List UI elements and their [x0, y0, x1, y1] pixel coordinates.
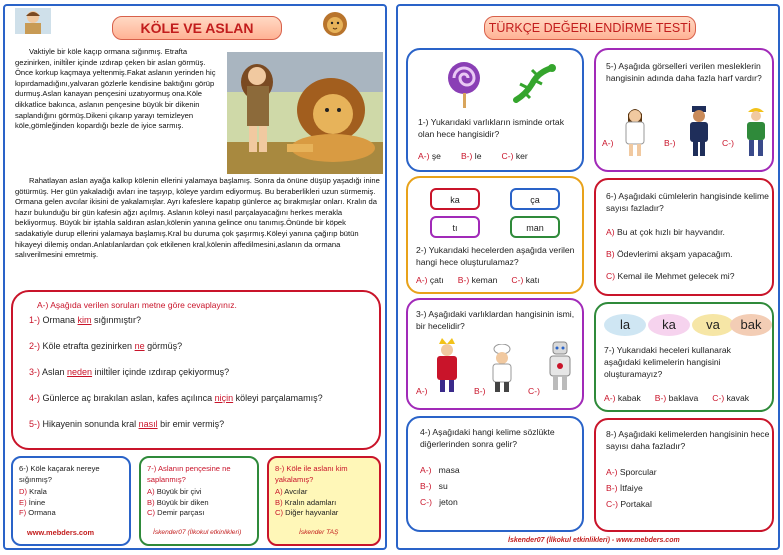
option-a[interactable]: [606, 466, 657, 478]
option-text: İnine: [28, 497, 46, 507]
option-c[interactable]: [606, 270, 735, 282]
mc-question-8: [267, 456, 381, 546]
question-2: [29, 340, 375, 352]
question-text: inilti̇ler içinde ızdırap çekiyormuş?: [92, 367, 230, 377]
mc-option[interactable]: [147, 508, 251, 519]
question-text: Aslan: [42, 367, 68, 377]
question-text: 5-) Aşağıda görselleri verilen mesleklerin hangisinin adında daha fazla harf vardır?: [606, 61, 762, 83]
mc-option[interactable]: [275, 498, 373, 509]
option-letter: A-): [418, 151, 430, 161]
option-letter: C): [275, 508, 284, 517]
option-b[interactable]: [420, 480, 448, 492]
author-footer: İskender07 (İlkokul etkinlikleri): [153, 528, 242, 536]
option-c[interactable]: [712, 392, 749, 404]
option-text: su: [438, 481, 448, 491]
option-text: kabak: [617, 393, 641, 403]
mc-option[interactable]: [147, 487, 251, 498]
option-text: jeton: [439, 497, 458, 507]
option-letter: A-): [420, 465, 432, 475]
option-text: çatı: [429, 275, 444, 285]
option-text: Avcılar: [284, 487, 308, 496]
syllable-chip: tı: [430, 216, 480, 238]
option-text: şe: [431, 151, 441, 161]
option-letter: B): [147, 497, 155, 507]
questions-heading: A-) Aşağıda verilen soruları metne göre cevaplayınız.: [37, 300, 237, 310]
option-letter: B): [275, 497, 283, 507]
option-text: ker: [515, 151, 528, 161]
option-c[interactable]: [606, 498, 652, 510]
option-letter: F): [19, 508, 27, 517]
option-a[interactable]: [602, 138, 613, 148]
question-7-box: [594, 302, 774, 412]
question-text: 1-) Yukarıdaki varlıkların isminde ortak olan hece hangisidir?: [418, 117, 564, 139]
options-row: [416, 274, 580, 286]
syllable-oval: va: [692, 314, 734, 336]
author-footer: İskender TAŞ: [299, 528, 339, 536]
option-a[interactable]: [416, 386, 427, 396]
page-footer: İskender07 (İlkokul etkinlikleri) - www.mebders.com: [508, 537, 680, 544]
option-c[interactable]: [511, 274, 539, 286]
syllable-oval: bak: [730, 314, 772, 336]
option-b[interactable]: [461, 150, 482, 162]
option-text: baklava: [668, 393, 699, 403]
option-letter: C): [606, 271, 616, 281]
lizard-icon: [512, 64, 556, 109]
mc-question-7: [139, 456, 259, 546]
option-letter: B-): [654, 393, 667, 403]
right-page: [396, 4, 780, 550]
option-letter: A): [606, 227, 615, 237]
professions-row: [602, 104, 770, 164]
question-1-box: [406, 48, 584, 172]
mc-option[interactable]: [19, 487, 123, 498]
open-questions-box: [11, 290, 381, 450]
option-b[interactable]: [474, 386, 485, 396]
mc-option[interactable]: [19, 498, 123, 509]
question-keyword: nasıl: [138, 419, 158, 429]
option-b[interactable]: [664, 138, 675, 148]
mc-question-text: 6-) Köle kaçarak nereye sığınmış?: [19, 464, 100, 484]
question-text: Hikayenin sonunda kral: [42, 419, 139, 429]
chef-icon: [490, 344, 514, 392]
question-3-box: [406, 298, 584, 410]
option-c[interactable]: [528, 386, 540, 396]
option-a[interactable]: [420, 464, 460, 476]
option-c[interactable]: [722, 138, 734, 148]
story-text-1: Vaktiyle bir köle kaçıp ormana sığınmış. Etrafta gezinirken, inilti̇ler içinde ızdırap çeken bir aslan görmüş. Önce korkup kaçmaya yeltenmiş.Fakat aslanın yerinden hiç kıpırdamadığını,yalvaran gözlerle kendisine baktığını görüp durmuş.Aslan kanayan pençesini uzatıyormuş ona.Köle dikkatlice bakınca, aslanın pençesine büyük bir dikenin saplandığını görmüş.Dikeni çıkarıp yarayı temizleyen köle,gömleğinden kopardığı bezle de iyice sarmış.: [15, 47, 216, 131]
options-row: [604, 392, 770, 404]
doctor-icon: [622, 104, 648, 156]
option-letter: A-): [416, 275, 428, 285]
option-text: Ormana: [28, 508, 56, 517]
question-text: 4-) Aşağıdaki hangi kelime sözlükte diğerlerinden sonra gelir?: [420, 427, 555, 449]
option-letter: A-): [416, 386, 428, 396]
question-5: [29, 418, 375, 430]
boy-icon: [15, 8, 51, 34]
option-letter: A-): [604, 393, 616, 403]
question-text: 7-) Yukarıdaki heceleri kullanarak aşağıdaki kelimelerin hangisini oluşturamayız?: [604, 345, 731, 379]
question-text: Ormana: [42, 315, 78, 325]
robot-icon: [546, 340, 574, 392]
question-text: 8-) Aşağıdaki kelimelerden hangisinin hece sayısı daha fazladır?: [606, 429, 770, 451]
option-text: Portakal: [620, 499, 652, 509]
question-6-box: [594, 178, 774, 296]
option-a[interactable]: [606, 226, 725, 238]
story-paragraph-1: [15, 47, 225, 132]
option-letter: C-): [606, 499, 618, 509]
option-a[interactable]: [416, 274, 444, 286]
option-letter: B): [606, 249, 615, 259]
question-list: [29, 314, 375, 443]
option-letter: B-): [664, 138, 676, 148]
option-text: Ödevlerimi akşam yapacağım.: [616, 249, 733, 259]
mc-option[interactable]: [147, 498, 251, 509]
syllable-oval: ka: [648, 314, 690, 336]
lion-head-icon: [313, 10, 357, 36]
option-letter: A-): [606, 467, 618, 477]
mc-option[interactable]: [19, 508, 123, 519]
options-row: [418, 150, 578, 162]
option-text: Krala: [29, 487, 47, 496]
question-8-box: [594, 418, 774, 532]
mc-option[interactable]: [275, 508, 373, 519]
option-letter: C-): [722, 138, 734, 148]
option-letter: C): [147, 508, 156, 517]
option-letter: B-): [460, 151, 473, 161]
option-letter: D): [19, 487, 28, 496]
mc-option[interactable]: [275, 487, 373, 498]
question-3: [29, 366, 375, 378]
question-keyword: neden: [67, 367, 93, 377]
lollipop-icon: [444, 60, 484, 113]
mc-question-6: [11, 456, 131, 546]
option-text: Kralın adamları: [284, 497, 337, 507]
question-2-box: [406, 176, 584, 294]
option-text: Büyük bir çivi: [156, 487, 202, 496]
story-text-2: Rahatlayan aslan ayağa kalkıp kölenin ellerini yalamaya başlamış. Sonra da önüne düşüp yaşadığı inine götürmüş. Her gün yakaladığı avları ine taşıyıp, köleye yardım ediyormuş. Bu beraberlikleri uzun sürmemiş. Ormana gelen avcılar ikisini de yakalamışlar. Ayrı kafeslere kapatıp günlerce aç bırakmışlar onları. Kralın da hazır bulunduğu bir gün kafesin ağzı açılmış. Aslanın köleyi nasıl parçalayacağını herkes merakla bekliyormuş. Büyük bir iştahla saldıran aslan,kölenin yanına gelince onu tanımış.Önünde bir köpek sadakatiyle durup ellerini yalamaya başlamış.Kral bu duruma çok şaşırmış.Köleyi yanına çağırıp bütün hikayeyi dilemiş ondan.Anlatılanlardan çok etkilenen kral,kölenin affedilmesini,aslanın da ormana salıverilmesini emretmiş.: [15, 176, 380, 260]
option-letter: C-): [712, 393, 725, 403]
syllable-oval: la: [604, 314, 646, 336]
option-b[interactable]: [606, 482, 643, 494]
syllable-chip: ka: [430, 188, 480, 210]
question-text: bir emir vermiş?: [157, 419, 225, 429]
question-keyword: kim: [77, 315, 92, 325]
question-text: Günlerce aç bırakılan aslan, kafes açılınca: [42, 393, 215, 403]
police-icon: [686, 104, 712, 156]
question-text: 3-) Aşağıdaki varlıklardan hangisinin ismi, bir hecelidir?: [416, 309, 575, 331]
option-text: Demir parçası: [157, 508, 205, 517]
option-text: katı: [525, 275, 540, 285]
option-text: İtfaiye: [619, 483, 643, 493]
story-paragraph-2: [15, 176, 383, 261]
option-letter: C-): [420, 497, 432, 507]
site-footer: www.mebders.com: [27, 527, 95, 537]
test-title: TÜRKÇE DEĞERLENDİRME TESTİ: [484, 16, 696, 40]
option-letter: A): [147, 487, 155, 496]
question-text: köleyi parçalamamış?: [233, 393, 323, 403]
option-letter: B-): [457, 275, 470, 285]
mc-question-text: 8-) Köle ile aslanı kim yakalamış?: [275, 464, 348, 484]
option-b[interactable]: [606, 248, 733, 260]
question-4-box: [406, 416, 584, 532]
builder-icon: [742, 104, 770, 156]
question-text: Köle etrafta gezinirken: [42, 341, 135, 351]
question-text: sığınmıştır?: [91, 315, 142, 325]
option-c[interactable]: [420, 496, 458, 508]
option-text: Büyük bir diken: [156, 497, 209, 507]
question-1: [29, 314, 375, 326]
option-text: Bu at çok hızlı bir hayvandır.: [616, 227, 725, 237]
option-letter: B-): [474, 386, 486, 396]
syllable-chip: man: [510, 216, 560, 238]
king-icon: [432, 336, 462, 394]
option-letter: E): [19, 497, 27, 507]
story-title: KÖLE VE ASLAN: [112, 16, 282, 40]
option-letter: A-): [602, 138, 614, 148]
option-text: Sporcular: [619, 467, 657, 477]
question-number: 2-): [29, 341, 40, 351]
option-text: keman: [471, 275, 498, 285]
left-page: [3, 4, 387, 550]
option-letter: C-): [501, 151, 514, 161]
figures-row: [416, 336, 580, 394]
question-5-box: [594, 48, 774, 172]
question-keyword: niçin: [214, 393, 234, 403]
mc-question-text: 7-) Aslanın pençesine ne saplanmış?: [147, 464, 231, 484]
option-letter: B-): [606, 483, 618, 493]
question-number: 3-): [29, 367, 40, 377]
slave-and-lion-illustration: [227, 52, 383, 174]
option-a[interactable]: [604, 392, 641, 404]
option-b[interactable]: [458, 274, 498, 286]
syllable-chip: ça: [510, 188, 560, 210]
option-letter: B-): [420, 481, 432, 491]
option-text: Kemal ile Mehmet gelecek mi?: [617, 271, 735, 281]
option-text: masa: [438, 465, 460, 475]
question-number: 1-): [29, 315, 40, 325]
option-b[interactable]: [655, 392, 698, 404]
question-text: görmüş?: [144, 341, 183, 351]
question-4: [29, 392, 375, 404]
question-text: 6-) Aşağıdaki cümlelerin hangisinde kelime sayısı fazladır?: [606, 191, 769, 213]
option-text: Diğer hayvanlar: [285, 508, 339, 517]
option-c[interactable]: [502, 150, 528, 162]
question-keyword: ne: [134, 341, 145, 351]
option-letter: C-): [528, 386, 540, 396]
question-number: 5-): [29, 419, 40, 429]
question-number: 4-): [29, 393, 40, 403]
option-text: le: [474, 151, 482, 161]
option-letter: A): [275, 487, 283, 496]
question-text: 2-) Yukarıdaki hecelerden aşağıda verilen hangi hece oluşturulamaz?: [416, 245, 575, 267]
option-letter: C-): [511, 275, 524, 285]
option-text: kavak: [726, 393, 750, 403]
option-a[interactable]: [418, 150, 441, 162]
